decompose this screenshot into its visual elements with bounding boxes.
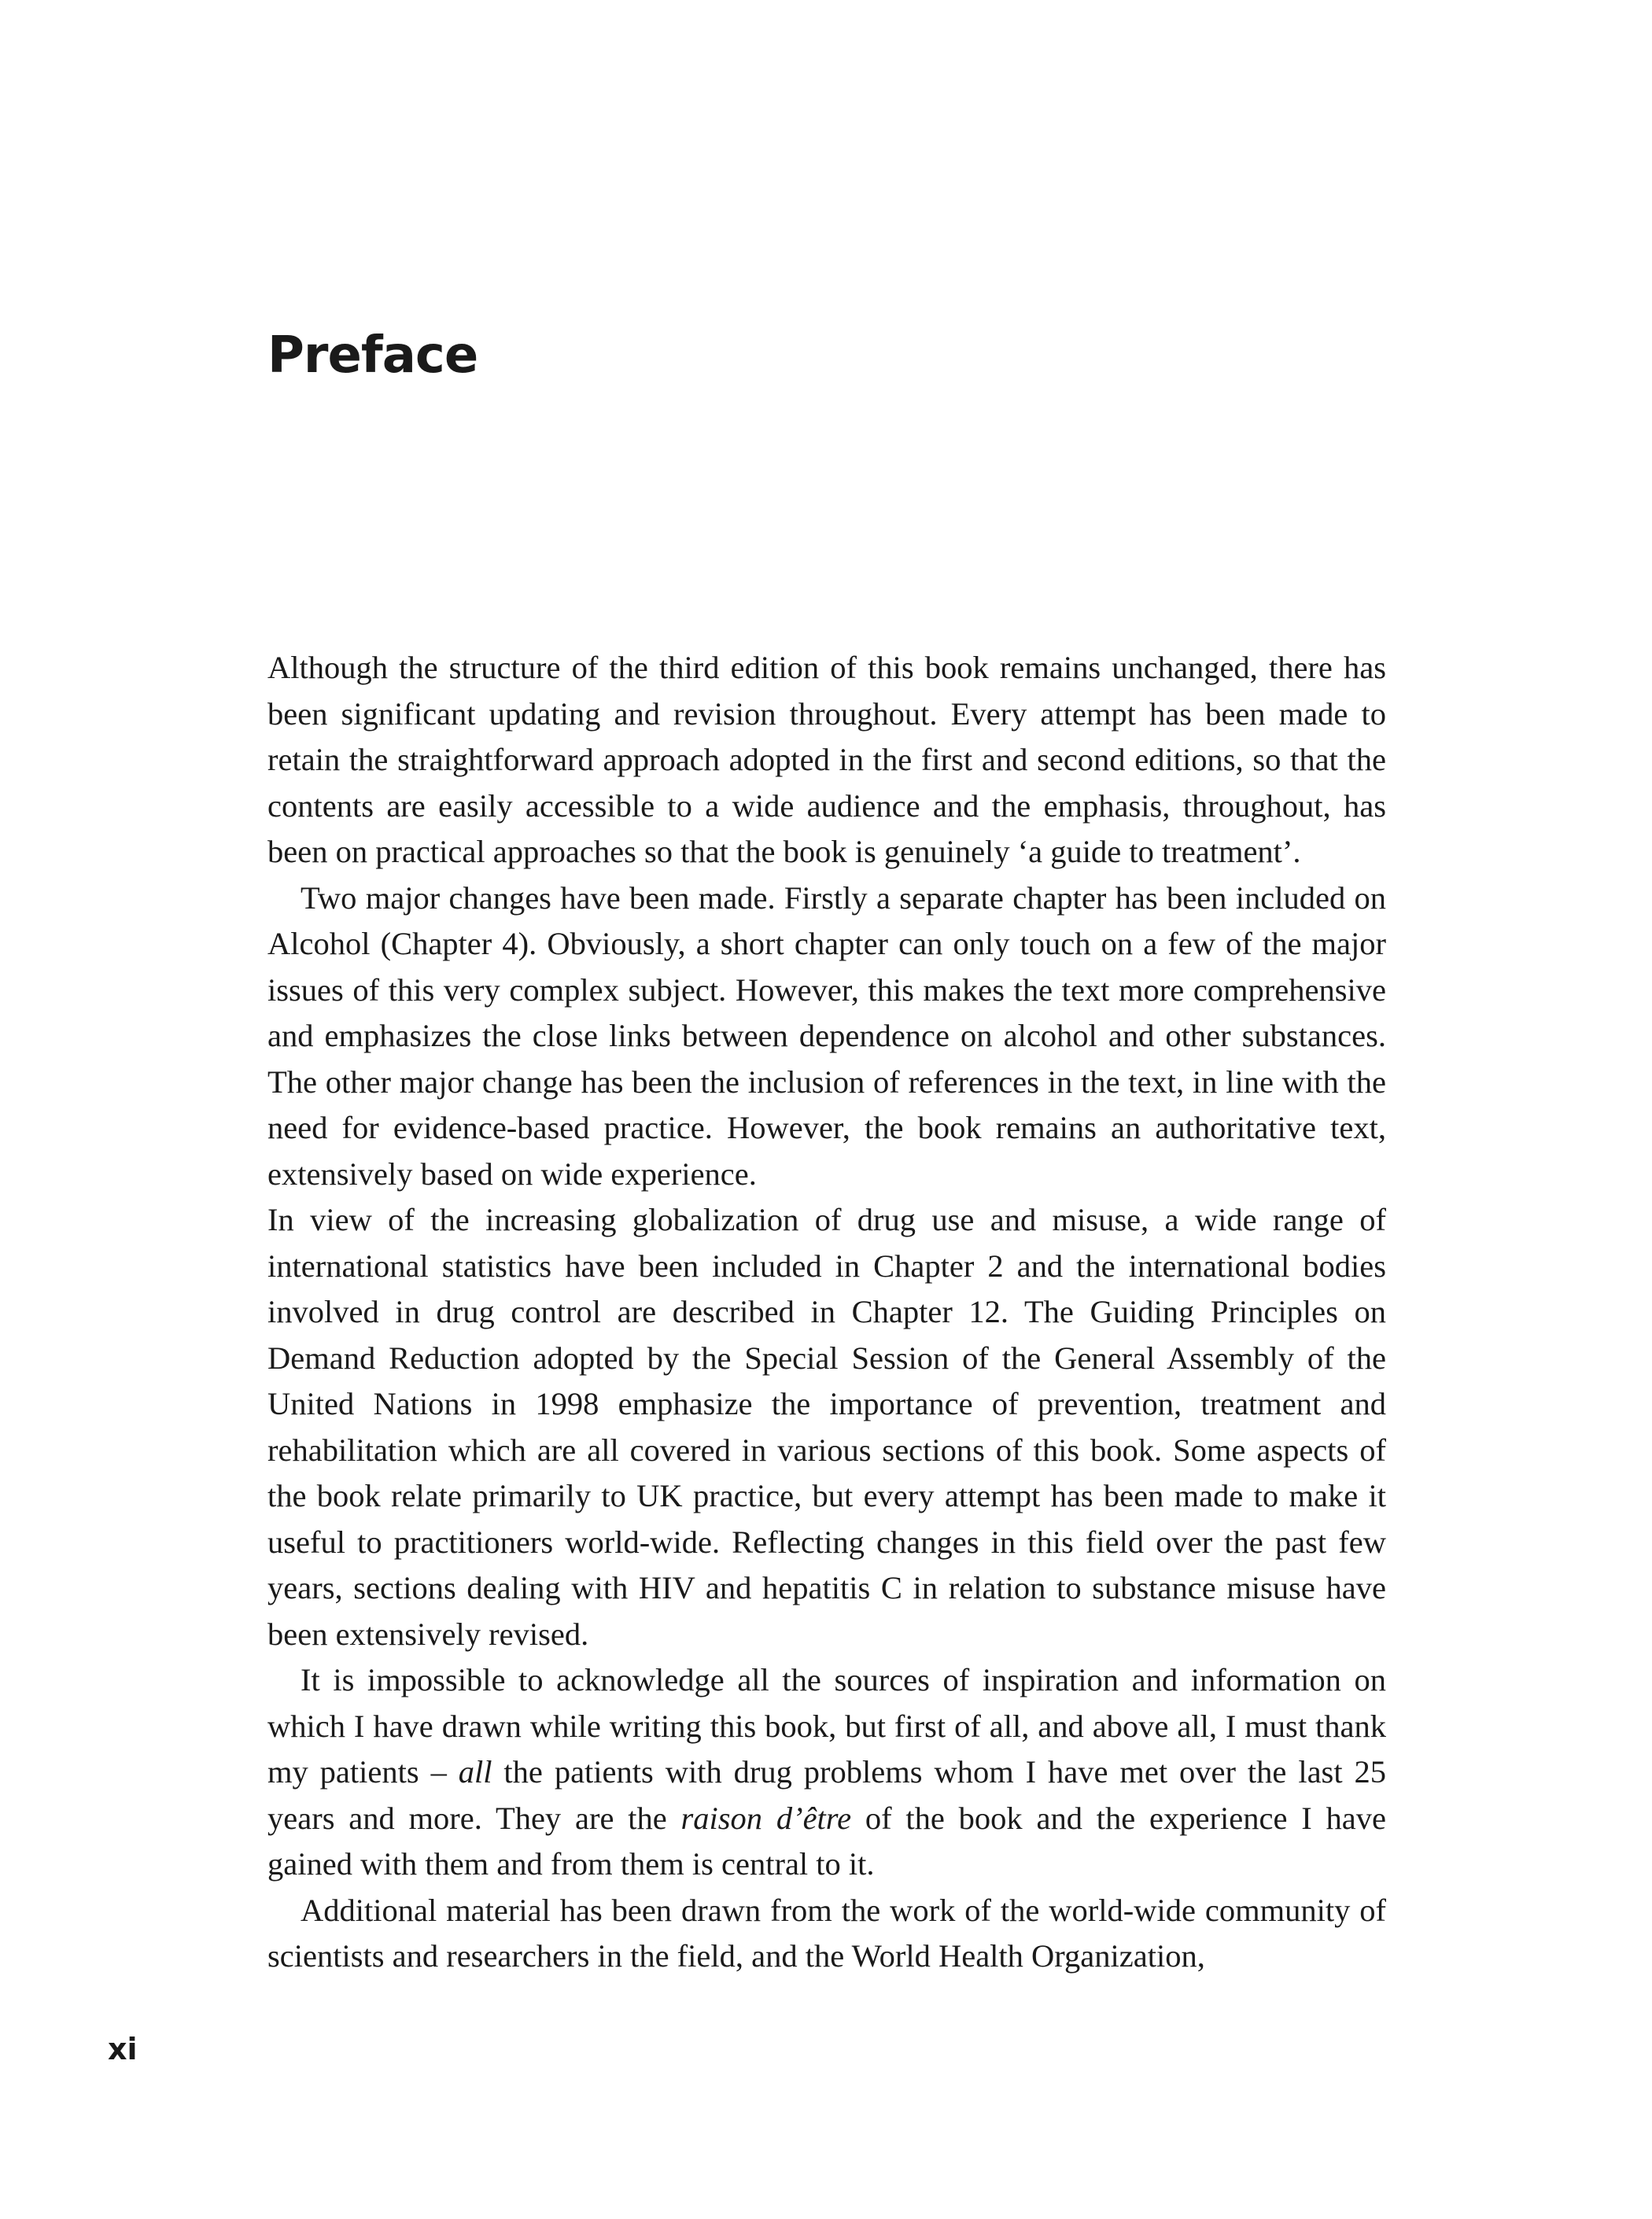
page-title: Preface: [267, 326, 478, 385]
paragraph-4-text-b: the patients with drug problems whom I have met over the last 25 years and more. They are the: [267, 1754, 1386, 1836]
paragraph-1: Although the structure of the third edition of this book remains unchanged, there has been significant updating and revision throughout. Every attempt has been made to retain the straightforward approach adopted in the first and second editions, so that the contents are easily accessible to a wide audience and the emphasis, throughout, has been on practical approaches so that the book is genuinely ‘a guide to treatment’.: [267, 650, 1386, 869]
page-number: xi: [108, 2032, 138, 2066]
preface-body: [267, 645, 1386, 1980]
paragraph-3: In view of the increasing globalization of drug use and misuse, a wide range of international statistics have been included in Chapter 2 and the international bodies involved in drug control are described in Chapter 12. The Guiding Principles on Demand Reduction adopted by the Special Session of the General Assembly of the United Nations in 1998 emphasize the importance of prevention, treatment and rehabilitation which are all covered in various sections of this book. Some aspects of the book relate primarily to UK practice, but every attempt has been made to make it useful to practitioners world-wide. Reflecting changes in this field over the past few years, sections dealing with HIV and hepatitis C in relation to substance misuse have been extensively revised.: [267, 1202, 1386, 1652]
paragraph-4-emphasis-raison: raison d’être: [680, 1800, 852, 1836]
paragraph-2: Two major changes have been made. Firstly a separate chapter has been included on Alcohol (Chapter 4). Obviously, a short chapter can only touch on a few of the major issues of this very complex subject. However, this makes the text more comprehensive and emphasizes the close links between dependence on alcohol and other substances. The other major change has been the inclusion of references in the text, in line with the need for evidence-based practice. However, the book remains an authoritative text, extensively based on wide experience.: [267, 879, 1386, 1192]
paragraph-4: [267, 1657, 1386, 1888]
paragraph-4-emphasis-all: all: [458, 1754, 492, 1790]
paragraph-4-text-c: of the book and the experience I have gained with them and from them is central to it.: [267, 1800, 1386, 1882]
paragraph-4-text-a: It is impossible to acknowledge all the sources of inspiration and information on which I have drawn while writing this book, but first of all, and above all, I must thank my patients –: [267, 1662, 1386, 1790]
paragraph-5: Additional material has been drawn from the work of the world-wide community of scientists and researchers in the field, and the World Health Organization,: [267, 1892, 1386, 1974]
